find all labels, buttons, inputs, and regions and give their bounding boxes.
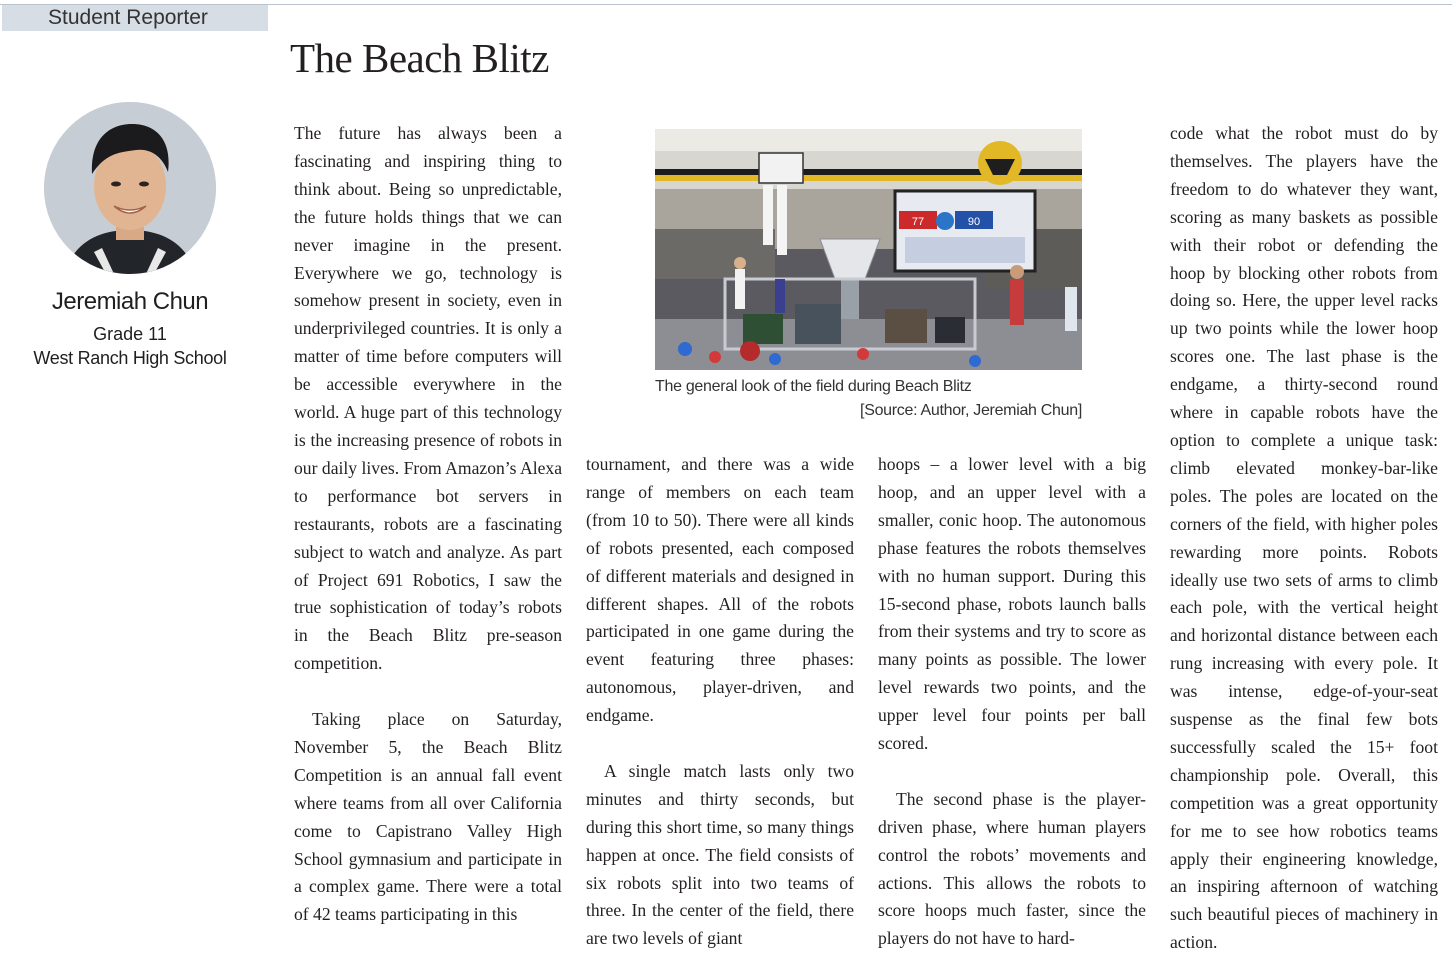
body-column-2 — [586, 451, 854, 953]
article-title: The Beach Blitz — [290, 35, 549, 81]
author-photo — [44, 102, 216, 274]
paragraph: The second phase is the player-driven phase, where human players control the robots’ movements and actions. This allows the robots to score hoops much faster, since the players do not have to hard- — [878, 788, 1146, 949]
scoreboard-right: 90 — [967, 216, 981, 228]
field-photo — [655, 129, 1082, 370]
scoreboard-left: 77 — [911, 216, 925, 228]
paragraph: Taking place on Saturday, November 5, the Beach Blitz Competition is an annual fall event where teams from all over California come to Capistrano Valley High School gymnasium and participate in a complex game. There were a total of 42 teams participating in this — [294, 709, 562, 925]
body-column-3 — [878, 451, 1146, 953]
paragraph: A single match lasts only two minutes and thirty seconds, but during this short time, so many things happen at once. The field consists of six robots split into two teams of three. In the center of the field, there are two levels of giant — [586, 760, 854, 949]
paragraph: The future has always been a fascinating and inspiring thing to think about. Being so unpredictable, the future holds things that we can never imagine in the present. Everywhere we go, technology is somehow present in society, even in underprivileged countries. It is only a matter of time before computers will be accessible everywhere in the world. A huge part of this technology is the increasing presence of robots in our daily lives. From Amazon’s Alexa to performance bot servers in restaurants, robots are a fascinating subject to watch and analyze. As part of Project 691 Robotics, I saw the true sophistication of today’s robots in the Beach Blitz pre-season competition. — [294, 123, 562, 674]
author-grade: Grade 11 — [93, 324, 167, 344]
photo-source: [Source: Author, Jeremiah Chun] — [860, 402, 1082, 419]
body-column-1 — [294, 120, 562, 929]
section-label: Student Reporter — [2, 5, 268, 31]
photo-caption: The general look of the field during Beach Blitz — [655, 378, 972, 395]
author-school: West Ranch High School — [33, 348, 227, 368]
body-column-4 — [1170, 120, 1438, 957]
paragraph: tournament, and there was a wide range of members on each team (from 10 to 50). There were all kinds of robots presented, each composed of different materials and designed in different shapes. All of the robots participated in one game during the event featuring three phases: autonomous, player-driven, and endgame. — [586, 454, 854, 726]
paragraph: hoops – a lower level with a big hoop, and an upper level with a smaller, conic hoop. The autonomous phase features the robots themselves with no human support. During this 15-second phase, robots launch balls from their systems and try to score as many points as possible. The lower level rewards two points, and the upper level four points per ball scored. — [878, 454, 1146, 754]
author-name: Jeremiah Chun — [51, 288, 209, 315]
paragraph: code what the robot must do by themselves. The players have the freedom to do whatever they want, scoring as many baskets as possible with their robot or defending the hoop by blocking other robots from doing so. Here, the upper level racks up two points while the lower hoop scores one. The last phase is the endgame, a thirty-second round where in capable robots have the option to complete a unique task: climb elevated monkey-bar-like poles. The poles are located on the corners of the field, with higher poles rewarding more points. Robots ideally use two sets of arms to climb each pole, with the vertical height and horizontal distance between each rung increasing with every pole. It was intense, edge-of-your-seat suspense as the final few bots successfully scaled the 15+ foot championship pole. Overall, this competition was a great opportunity for me to see how robotics teams apply their engineering knowledge, an inspiring afternoon of watching such beautiful pieces of machinery in action. — [1170, 123, 1438, 953]
